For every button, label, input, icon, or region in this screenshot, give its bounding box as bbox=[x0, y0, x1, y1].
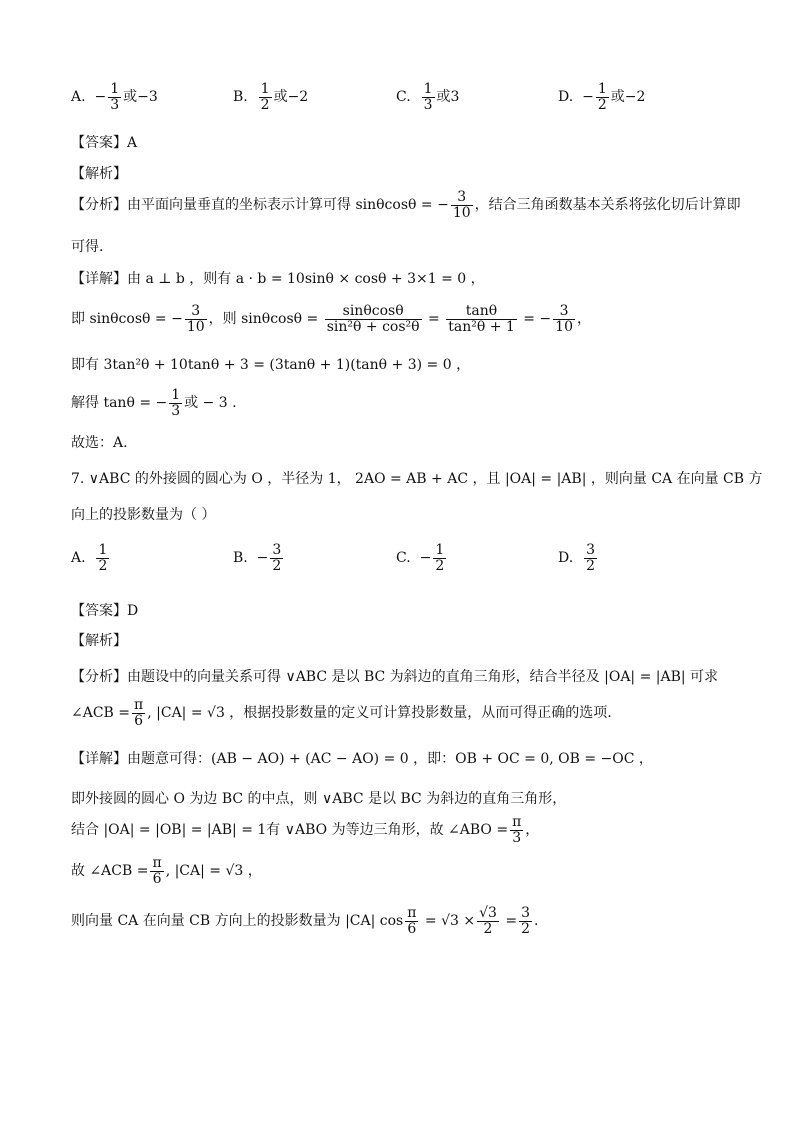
option-a: A. − $\frac{1}{3}$ 或−3 bbox=[71, 81, 158, 113]
q7-detail-line1: 【详解】由题意可得：(AB − AO) + (AC − AO) = 0 ，即：OB + OC = 0, OB = −OC ， bbox=[71, 751, 653, 767]
q6-jiexi: 【解析】 bbox=[71, 166, 127, 182]
q6-analysis-line1: 【分析】由平面向量垂直的坐标表示计算可得 sinθcosθ = − $\frac{3}{10}$ ，结合三角函数基本关系将弦化切后计算即 bbox=[71, 189, 741, 221]
q7-analysis-line1: 【分析】由题设中的向量关系可得 ∨ABC 是以 BC 为斜边的直角三角形，结合半径及 |OA| = |AB| 可求 bbox=[71, 669, 719, 685]
detail-heading: 【详解】 bbox=[71, 271, 127, 287]
q6-detail-line1: 【详解】由 a ⊥ b ，则有 a · b = 10sinθ × cosθ + 3×1 = 0 ， bbox=[71, 271, 485, 287]
q7-detail-line2: 即外接圆的圆心 O 为边 BC 的中点，则 ∨ABC 是以 BC 为斜边的直角三角形， bbox=[71, 791, 567, 807]
option-b: B. $\frac{1}{2}$ 或−2 bbox=[233, 81, 309, 113]
q6-detail-line2: 即 sinθcosθ = − $\frac{3}{10}$ ，则 sinθcosθ = $\frac{\sin\theta\cos\theta}{\text{sin²θ + cos²θ}}$ = $\frac{\tan\theta}{\text{tan²θ + 1}}$ = − $\frac{3}{10}$ ， bbox=[71, 303, 591, 335]
q7-option-d: D. $\frac{3}{2}$ bbox=[558, 542, 596, 574]
q7-option-a: A. $\frac{1}{2}$ bbox=[71, 542, 108, 574]
q7-detail-line3: 结合 |OA| = |OB| = |AB| = 1有 ∨ABO 为等边三角形，故 ∠ABO = $\frac{\pi}{3}$ ， bbox=[71, 814, 540, 846]
q6-detail-line4: 解得 tanθ = − $\frac{1}{3}$ 或 − 3 . bbox=[71, 387, 237, 419]
q6-analysis-line2: 可得. bbox=[71, 239, 104, 255]
q7-jiexi: 【解析】 bbox=[71, 633, 127, 649]
analysis-heading: 【分析】 bbox=[71, 669, 127, 685]
q7-option-b: B. − $\frac{3}{2}$ bbox=[233, 542, 282, 574]
q6-choose: 故选：A. bbox=[71, 435, 128, 451]
option-d: D. − $\frac{1}{2}$ 或−2 bbox=[558, 81, 646, 113]
q7-detail-line5: 则向量 CA 在向量 CB 方向上的投影数量为 |CA| cos $\frac{\pi}{6}$ = √3 × $\frac{√3}{2}$ = $\frac{3}{2}$ . bbox=[71, 905, 539, 937]
q7-option-c: C. − $\frac{1}{2}$ bbox=[396, 542, 445, 574]
detail-heading: 【详解】 bbox=[71, 751, 127, 767]
q7-answer: 【答案】D bbox=[71, 603, 139, 619]
q6-answer: 【答案】A bbox=[71, 135, 138, 151]
q7-stem-line1: 7. ∨ABC 的外接圆的圆心为 O ，半径为 1， 2AO = AB + AC ，且 |OA| = |AB| ，则向量 CA 在向量 CB 方 bbox=[71, 471, 763, 487]
analysis-heading: 【分析】 bbox=[71, 197, 127, 214]
q7-detail-line4: 故 ∠ACB = $\frac{\pi}{6}$ , |CA| = √3 ， bbox=[71, 855, 262, 887]
q6-detail-line3: 即有 3tan²θ + 10tanθ + 3 = (3tanθ + 1)(tanθ + 3) = 0 ， bbox=[71, 357, 471, 373]
option-c: C. $\frac{1}{3}$ 或3 bbox=[396, 81, 460, 113]
q7-analysis-line2: ∠ACB = $\frac{\pi}{6}$ , |CA| = √3 ，根据投影数量的定义可计算投影数量，从而可得正确的选项. bbox=[71, 697, 612, 729]
q7-stem-line2: 向上的投影数量为（ ） bbox=[71, 507, 216, 523]
